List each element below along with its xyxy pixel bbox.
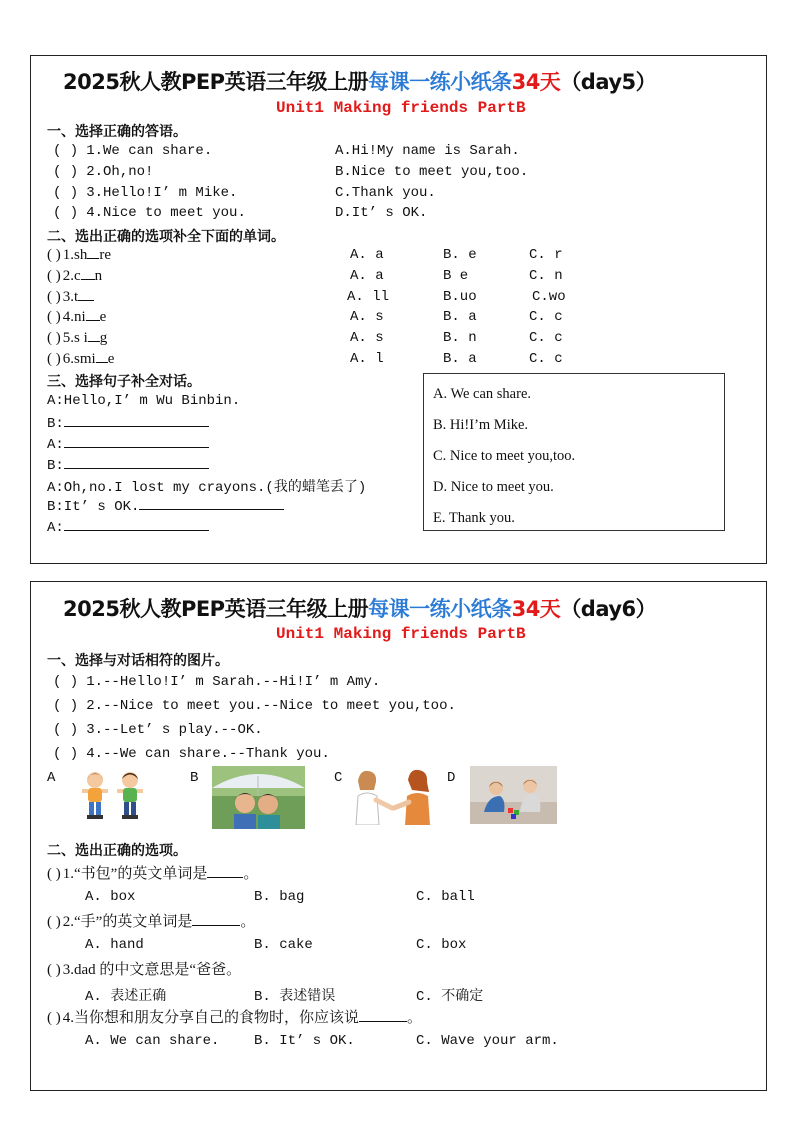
picture-label-a: A [47, 770, 56, 786]
option-b: B. a [443, 351, 477, 367]
word-question: ( ) 5.s i g [47, 330, 108, 346]
answer-blank[interactable] [359, 1009, 407, 1022]
option-a: A. hand [85, 937, 144, 953]
option-b: B. 表述错误 [254, 989, 336, 1005]
option-c: C. c [529, 351, 563, 367]
answer-option: B.Nice to meet you,too. [335, 164, 529, 180]
picture-c-handshake [350, 768, 436, 825]
sentence-option: A. We can share. [433, 386, 532, 402]
dialog-line: A:Hello,I’ m Wu Binbin. [47, 393, 241, 409]
option-c: C.wo [532, 289, 566, 305]
option-b: B. It’ s OK. [254, 1033, 355, 1049]
option-a: A. We can share. [85, 1033, 220, 1049]
section-heading: 二、选出正确的选项。 [47, 843, 187, 859]
option-a: A. s [350, 330, 384, 346]
sentence-option: B. Hi!I’m Mike. [433, 417, 529, 433]
option-b: B. n [443, 330, 477, 346]
word-question: ( ) 1.sh re [47, 247, 111, 263]
worksheet-title: 2025秋人教PEP英语三年级上册每课一练小纸条34天（day6） [63, 597, 657, 621]
question-row: ( ) 4.--We can share.--Thank you. [53, 746, 330, 762]
option-c: C. box [416, 937, 467, 953]
answer-option: A.Hi!My name is Sarah. [335, 143, 520, 159]
unit-subtitle: Unit1 Making friends PartB [276, 99, 526, 117]
question-row: ( ) 2.Oh,no! [53, 164, 154, 180]
option-b: B. e [443, 247, 477, 263]
word-question: ( ) 6.smi e [47, 351, 115, 367]
option-c: C. n [529, 268, 563, 284]
dialog-line: B: [47, 414, 209, 432]
picture-label-c: C [334, 770, 343, 786]
dialog-line: A: [47, 435, 209, 453]
picture-b-girls-umbrella [212, 766, 305, 829]
section-heading: 一、选择与对话相符的图片。 [47, 653, 229, 669]
answer-blank[interactable] [192, 913, 240, 926]
question-row: ( ) 1.--Hello!I’ m Sarah.--Hi!I’ m Amy. [53, 674, 381, 690]
question-row: ( ) 3.Hello!I’ m Mike. [53, 185, 238, 201]
section-heading: 三、选择句子补全对话。 [47, 374, 201, 390]
option-b: B. a [443, 309, 477, 325]
answer-blank[interactable] [64, 414, 209, 427]
dialog-line: A: [47, 518, 209, 536]
section-heading: 二、选出正确的选项补全下面的单词。 [47, 229, 285, 245]
option-c: C. c [529, 309, 563, 325]
sentence-option: C. Nice to meet you,too. [433, 448, 576, 464]
question-row: ( ) 1.We can share. [53, 143, 213, 159]
sentence-option: E. Thank you. [433, 510, 515, 526]
picture-a-cartoon-kids [78, 770, 150, 822]
worksheet-title: 2025秋人教PEP英语三年级上册每课一练小纸条34天（day5） [63, 70, 657, 94]
choice-question: ( ) 1.“书包”的英文单词是 。 [47, 866, 259, 882]
dialog-line: B: [47, 456, 209, 474]
option-c: C. c [529, 330, 563, 346]
dialog-line: A:Oh,no.I lost my crayons.(我的蜡笔丢了) [47, 480, 367, 496]
option-a: A. a [350, 247, 384, 263]
choice-question: ( ) 4.当你想和朋友分享自己的食物时，你应该说 。 [47, 1010, 423, 1026]
option-a: A. ll [347, 289, 390, 305]
dialog-line: B:It’ s OK. [47, 497, 284, 515]
answer-blank[interactable] [87, 246, 99, 259]
sentence-option: D. Nice to meet you. [433, 479, 554, 495]
word-question: ( ) 4.ni e [47, 309, 107, 325]
answer-blank[interactable] [64, 518, 209, 531]
option-a: A. box [85, 889, 136, 905]
picture-label-d: D [447, 770, 456, 786]
choice-question: ( ) 3.dad 的中文意思是“爸爸。 [47, 962, 242, 978]
answer-blank[interactable] [64, 435, 209, 448]
picture-label-b: B [190, 770, 199, 786]
answer-option: C.Thank you. [335, 185, 436, 201]
picture-d-kids-playing [470, 766, 557, 824]
choice-question: ( ) 2.“手”的英文单词是 。 [47, 914, 256, 930]
option-a: A. 表述正确 [85, 989, 167, 1005]
question-row: ( ) 3.--Let’ s play.--OK. [53, 722, 263, 738]
question-row: ( ) 2.--Nice to meet you.--Nice to meet you,too. [53, 698, 456, 714]
option-a: A. a [350, 268, 384, 284]
question-row: ( ) 4.Nice to meet you. [53, 205, 246, 221]
answer-blank[interactable] [86, 308, 100, 321]
option-b: B. bag [254, 889, 305, 905]
option-a: A. s [350, 309, 384, 325]
word-question: ( ) 2.c n [47, 268, 103, 284]
answer-blank[interactable] [81, 267, 95, 280]
answer-blank[interactable] [139, 497, 284, 510]
answer-blank[interactable] [64, 456, 209, 469]
option-b: B.uo [443, 289, 477, 305]
option-c: C. Wave your arm. [416, 1033, 559, 1049]
answer-blank[interactable] [78, 288, 94, 301]
option-c: C. 不确定 [416, 989, 484, 1005]
option-b: B e [443, 268, 469, 284]
answer-blank[interactable] [96, 350, 108, 363]
unit-subtitle: Unit1 Making friends PartB [276, 625, 526, 643]
section-heading: 一、选择正确的答语。 [47, 124, 187, 140]
option-b: B. cake [254, 937, 313, 953]
answer-option: D.It’ s OK. [335, 205, 428, 221]
word-question: ( ) 3.t [47, 288, 94, 306]
option-c: C. ball [416, 889, 475, 905]
option-a: A. l [350, 351, 384, 367]
answer-blank[interactable] [207, 865, 243, 878]
answer-blank[interactable] [88, 329, 100, 342]
option-c: C. r [529, 247, 563, 263]
